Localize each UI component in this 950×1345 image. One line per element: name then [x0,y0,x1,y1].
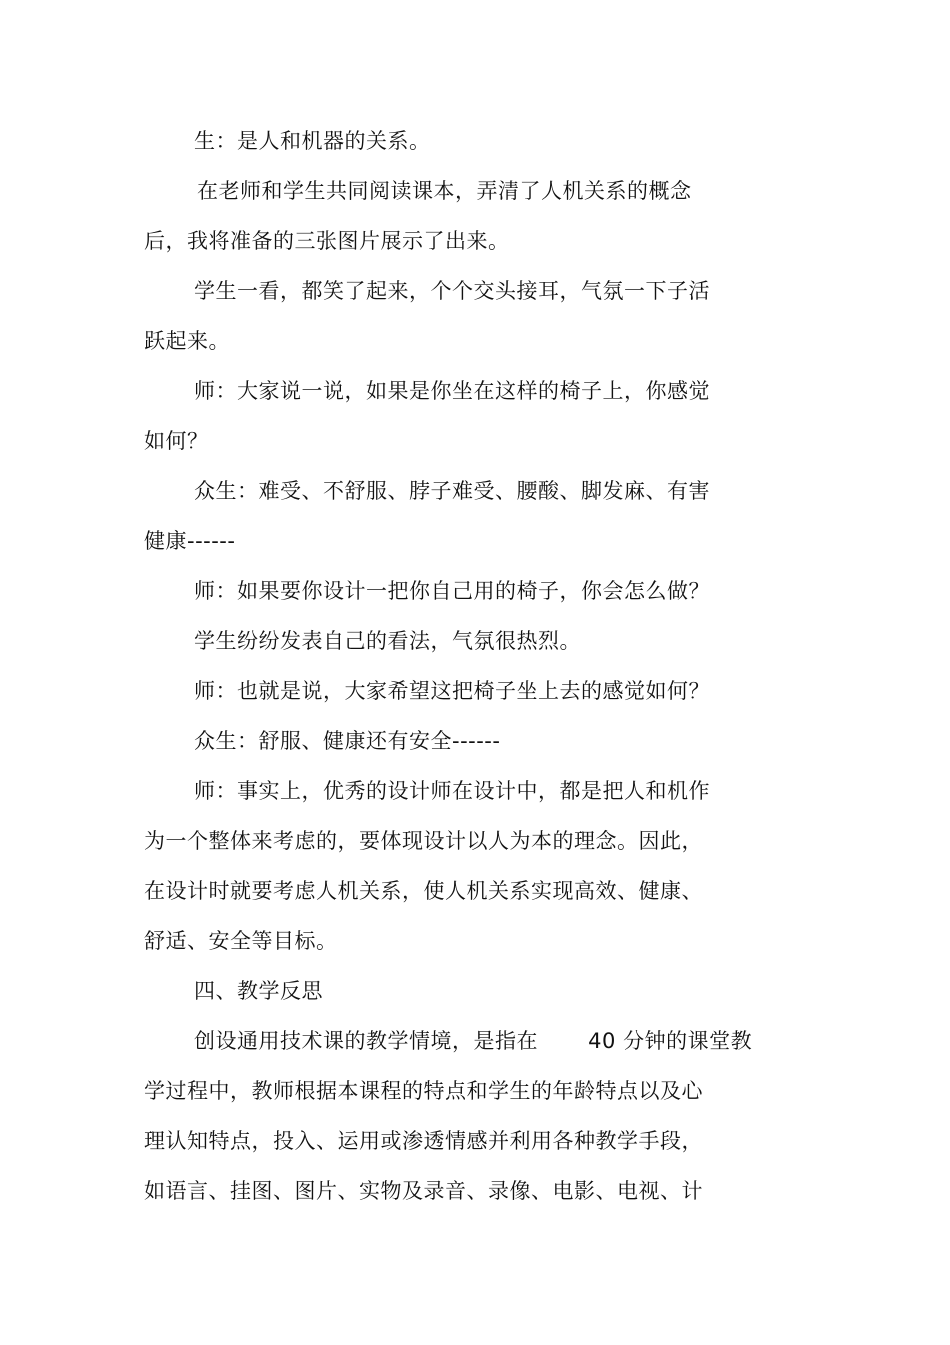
text-line-12: 师：也就是说，大家希望这把椅子坐上去的感觉如何？ [194,679,710,703]
text-line-15: 为一个整体来考虑的，要体现设计以人为本的理念。因此， [144,829,703,853]
text-line-6: 师：大家说一说，如果是你坐在这样的椅子上，你感觉 [194,379,710,403]
text-line-2: 在老师和学生共同阅读课本，弄清了人机关系的概念 [197,179,692,203]
text-line-4: 学生一看，都笑了起来，个个交头接耳，气氛一下子活 [194,279,710,303]
text-line-1: 生：是人和机器的关系。 [194,129,431,153]
text-line-19: 创设通用技术课的教学情境，是指在 40 分钟的课堂教 [194,1029,753,1053]
text-line-22: 如语言、挂图、图片、实物及录音、录像、电影、电视、计 [144,1179,703,1203]
text-line-21: 理认知特点，投入、运用或渗透情感并利用各种教学手段， [144,1129,703,1153]
text-line-8: 众生：难受、不舒服、脖子难受、腰酸、脚发麻、有害 [194,479,710,503]
text-line-13: 众生：舒服、健康还有安全------ [194,729,501,753]
text-line-7: 如何？ [144,429,209,453]
text-line-16: 在设计时就要考虑人机关系，使人机关系实现高效、健康、 [144,879,703,903]
text-line-14: 师：事实上，优秀的设计师在设计中，都是把人和机作 [194,779,710,803]
text-line-5: 跃起来。 [144,329,230,353]
text-line-3: 后，我将准备的三张图片展示了出来。 [144,229,510,253]
text-line-17: 舒适、安全等目标。 [144,929,338,953]
text-line-10: 师：如果要你设计一把你自己用的椅子，你会怎么做？ [194,579,710,603]
text-line-11: 学生纷纷发表自己的看法，气氛很热烈。 [194,629,581,653]
text-line-20: 学过程中，教师根据本课程的特点和学生的年龄特点以及心 [144,1079,703,1103]
text-line-9: 健康------ [144,529,236,553]
section-heading: 四、教学反思 [194,979,323,1003]
